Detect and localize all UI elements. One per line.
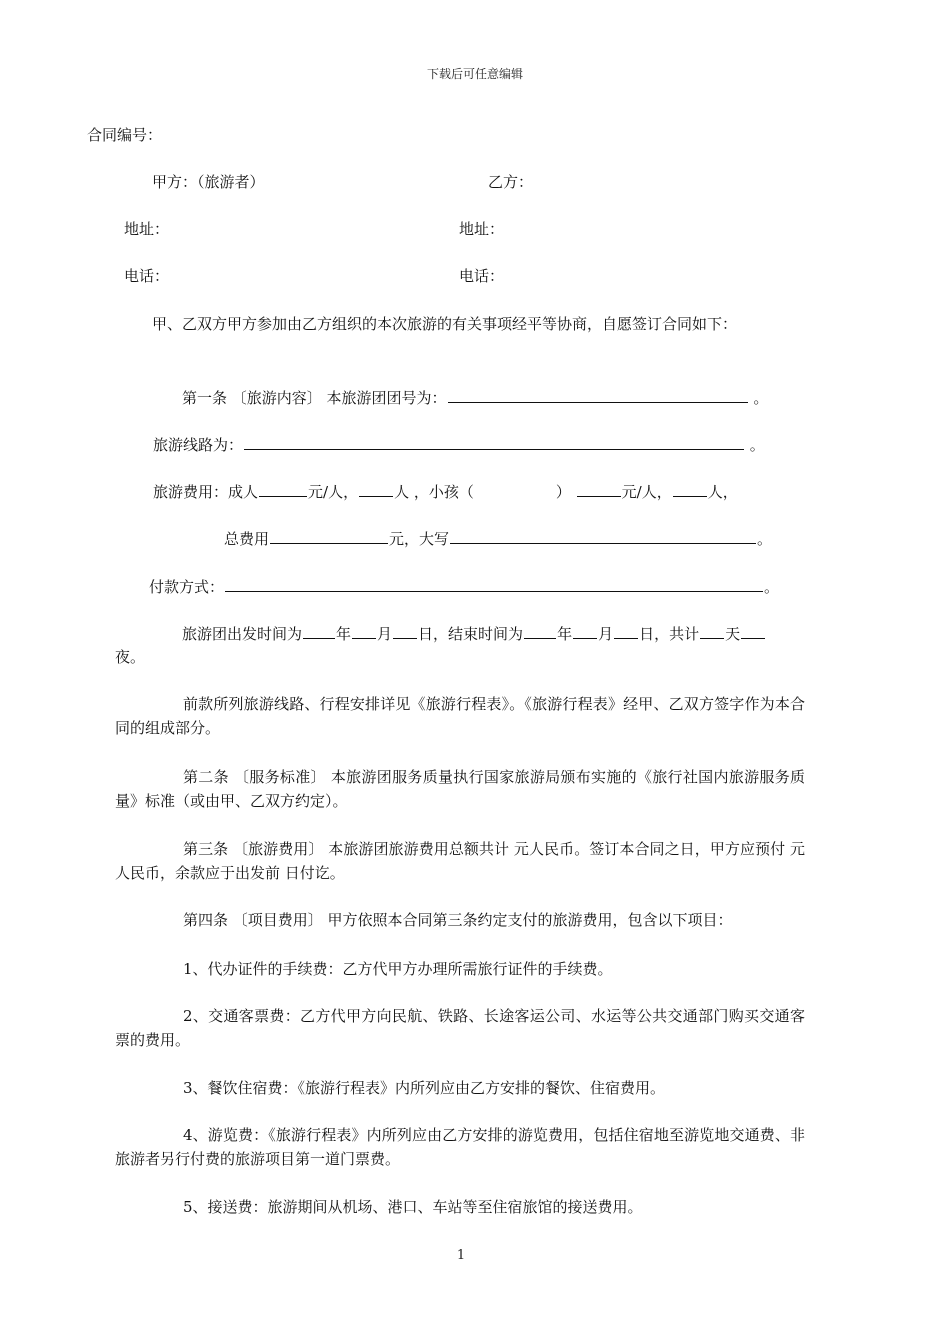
route-blank[interactable] — [244, 433, 744, 450]
total-label: 总费用 — [224, 530, 270, 548]
payment-label: 付款方式： — [149, 578, 225, 596]
total-fee-line — [224, 527, 772, 549]
itinerary-paragraph: 前款所列旅游线路、行程安排详见《旅游行程表》。《旅游行程表》经甲、乙双方签字作为本合同的组成部分。 — [115, 695, 805, 737]
contract-number-label: 合同编号： — [87, 126, 163, 144]
tour-group-number-blank[interactable] — [448, 386, 748, 403]
payment-method-blank[interactable] — [225, 575, 763, 592]
child-count-blank[interactable] — [673, 480, 707, 497]
adult-count-blank[interactable] — [359, 480, 393, 497]
days-blank[interactable] — [700, 622, 724, 639]
page-header: 下载后可任意编辑 — [426, 67, 523, 81]
total-unit: 元，大写 — [389, 530, 450, 548]
end-time-label: 日，结束时间为 — [418, 625, 524, 643]
article4-paragraph: 第四条 〔项目费用〕 甲方依照本合同第三条约定支付的旅游费用，包含以下项目： — [183, 911, 733, 929]
article1-line — [182, 386, 768, 408]
party-b-label: 乙方： — [488, 173, 534, 191]
party-b-address-label: 地址： — [459, 220, 505, 238]
contract-intro: 甲、乙双方甲方参加由乙方组织的本次旅游的有关事项经平等协商，自愿签订合同如下： — [152, 315, 738, 333]
item2-paragraph: 2、交通客票费：乙方代甲方向民航、铁路、长途客运公司、水运等公共交通部门购买交通客票的费用。 — [115, 1007, 805, 1049]
adult-fee-blank[interactable] — [259, 480, 307, 497]
nights-blank[interactable] — [741, 622, 765, 639]
fee-unit-child: 元/人， — [621, 483, 672, 501]
time-start-label: 旅游团出发时间为 — [182, 625, 303, 643]
start-year-unit: 年 — [336, 625, 352, 643]
article2-paragraph: 第二条 〔服务标准〕 本旅游团服务质量执行国家旅游局颁布实施的《旅行社国内旅游服务质量》标准（或由甲、乙双方约定）。 — [115, 768, 805, 810]
article1-end: 。 — [753, 389, 769, 407]
payment-end: 。 — [764, 578, 780, 596]
route-end: 。 — [749, 436, 765, 454]
party-a-label: 甲方：（旅游者） — [152, 173, 265, 191]
total-end: 。 — [757, 530, 773, 548]
child-fee-blank[interactable] — [577, 480, 621, 497]
route-label: 旅游线路为： — [153, 436, 244, 454]
article1-heading: 第一条 〔旅游内容〕 本旅游团团号为： — [182, 389, 447, 407]
payment-line — [149, 575, 779, 597]
end-month-blank[interactable] — [573, 622, 597, 639]
party-b-phone-label: 电话： — [459, 267, 505, 285]
start-month-blank[interactable] — [352, 622, 376, 639]
fee-unit-adult: 元/人， — [308, 483, 359, 501]
start-year-blank[interactable] — [303, 622, 335, 639]
travel-time-line — [182, 622, 766, 644]
fee-people-adult: 人 ，小孩（ — [394, 483, 474, 501]
item5-paragraph: 5、接送费：旅游期间从机场、港口、车站等至住宿旅馆的接送费用。 — [183, 1198, 643, 1216]
route-line — [153, 433, 765, 455]
party-a-phone-label: 电话： — [124, 267, 170, 285]
end-year-blank[interactable] — [524, 622, 556, 639]
total-days-label: 日，共计 — [639, 625, 700, 643]
page-number: 1 — [456, 1248, 466, 1263]
end-year-unit: 年 — [557, 625, 573, 643]
end-day-blank[interactable] — [614, 622, 638, 639]
start-day-blank[interactable] — [393, 622, 417, 639]
nights-unit: 夜。 — [115, 648, 146, 666]
fee-people-child: 人， — [707, 483, 738, 501]
fee-line — [153, 480, 738, 502]
party-a-address-label: 地址： — [124, 220, 170, 238]
end-month-unit: 月 — [598, 625, 614, 643]
days-unit: 天 — [725, 625, 741, 643]
item3-paragraph: 3、餐饮住宿费：《旅游行程表》内所列应由乙方安排的餐饮、住宿费用。 — [183, 1079, 666, 1097]
total-fee-words-blank[interactable] — [450, 527, 756, 544]
fee-paren-close: ） — [555, 483, 571, 501]
total-fee-blank[interactable] — [270, 527, 388, 544]
article3-paragraph: 第三条 〔旅游费用〕 本旅游团旅游费用总额共计 元人民币。签订本合同之日，甲方应预付 元人民币，余款应于出发前 日付讫。 — [115, 840, 805, 882]
start-month-unit: 月 — [377, 625, 393, 643]
item1-paragraph: 1、代办证件的手续费：乙方代甲方办理所需旅行证件的手续费。 — [183, 960, 613, 978]
item4-paragraph: 4、游览费：《旅游行程表》内所列应由乙方安排的游览费用，包括住宿地至游览地交通费、非旅游者另行付费的旅游项目第一道门票费。 — [115, 1126, 805, 1168]
fee-label: 旅游费用：成人 — [153, 483, 259, 501]
